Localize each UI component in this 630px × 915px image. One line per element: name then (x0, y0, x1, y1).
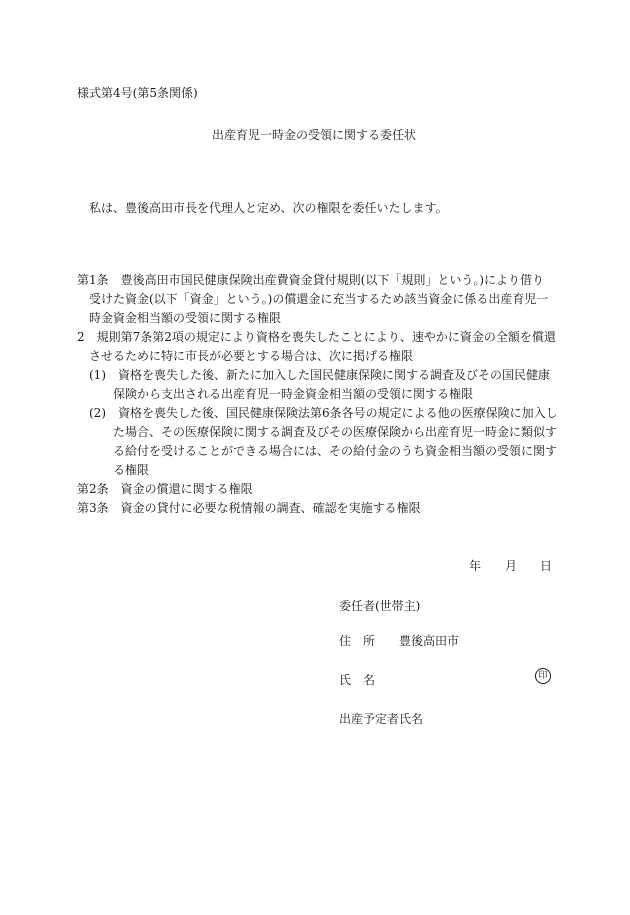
expected-mother-name-label: 出産予定者氏名 (339, 712, 424, 726)
item-2-line-2: た場合、その医療保険に関する調査及びその医療保険から出産育児一時金に類似す (113, 425, 558, 439)
item-1-line-1: (1) 資格を喪失した後、新たに加入した国民健康保険に関する調査及びその国民健康 (89, 368, 551, 382)
name-label: 氏 名 (339, 673, 376, 687)
item-2-line-4: る権限 (113, 463, 150, 477)
article-1-line-1: 第1条 豊後高田市国民健康保険出産費資金貸付規則(以下「規則」という。)により借り (77, 273, 545, 287)
address-label: 住 所 (339, 634, 376, 648)
article-1-line-3: 時金資金相当額の受領に関する権限 (89, 311, 282, 325)
document-title: 出産育児一時金の受領に関する委任状 (212, 128, 417, 142)
intro-statement: 私は、豊後高田市長を代理人と定め、次の権限を委任いたします。 (89, 201, 448, 215)
item-1-line-2: 保険から支出される出産育児一時金資金相当額の受領に関する権限 (113, 387, 474, 401)
article-2: 第2条 資金の償還に関する権限 (77, 482, 253, 496)
date-day-label: 日 (540, 559, 553, 573)
item-2-line-3: る給付を受けることができる場合には、その給付金のうち資金相当額の受領に関す (113, 444, 558, 458)
seal-mark: 印 (535, 668, 551, 684)
item-2-line-1: (2) 資格を喪失した後、国民健康保険法第6条各号の規定による他の医療保険に加入し (89, 406, 558, 420)
paragraph-2-line-2: させるために特に市長が必要とする場合は、次に掲げる権限 (89, 349, 414, 363)
address-value: 豊後高田市 (399, 634, 460, 648)
principal-label: 委任者(世帯主) (339, 599, 421, 613)
date-year-label: 年 (469, 559, 482, 573)
article-3: 第3条 資金の貸付に必要な税情報の調査、確認を実施する権限 (77, 501, 421, 515)
paragraph-2-line-1: 2 規則第7条第2項の規定により資格を喪失したことにより、速やかに資金の全額を償還 (77, 330, 556, 344)
date-month-label: 月 (505, 559, 518, 573)
article-list (77, 271, 557, 518)
form-number: 様式第4号(第5条関係) (77, 86, 198, 100)
article-1-line-2: 受けた資金(以下「資金」という。)の償還金に充当するため該当資金に係る出産育児一 (89, 292, 549, 306)
